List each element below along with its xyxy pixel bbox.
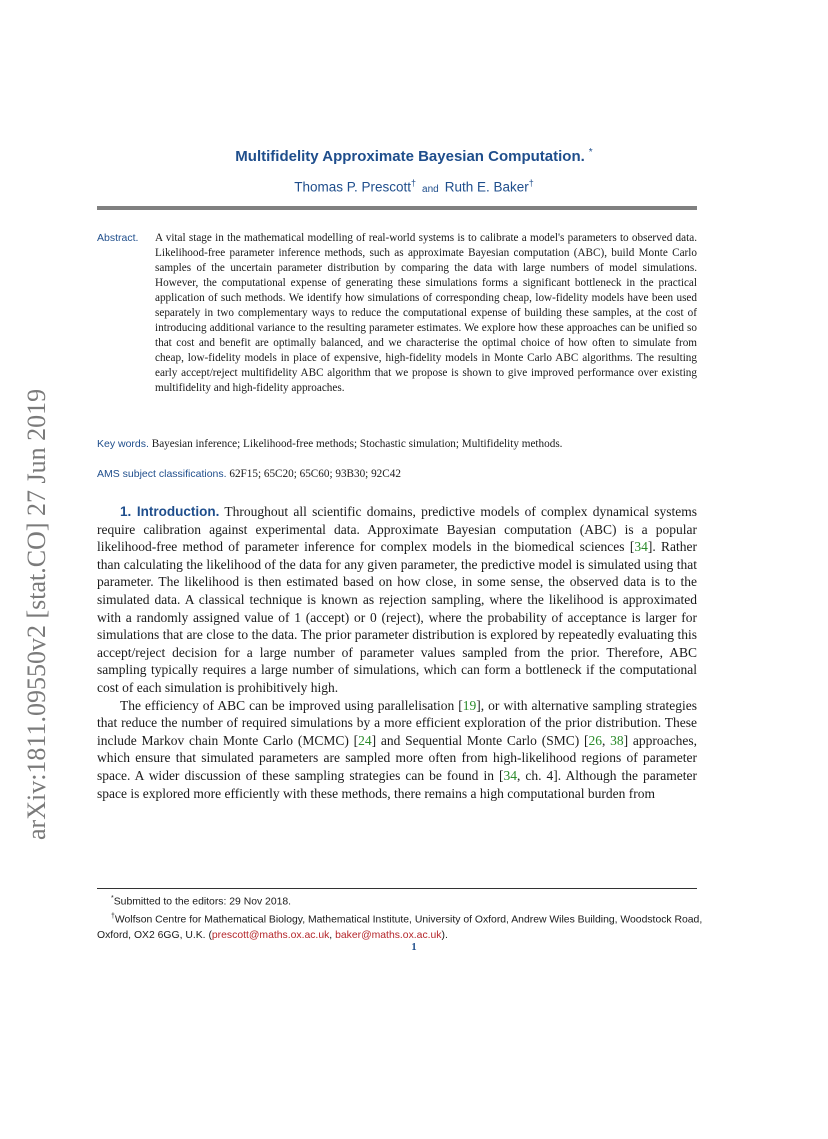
title-rule xyxy=(97,206,697,210)
title-text: Multifidelity Approximate Bayesian Computation. xyxy=(235,148,585,165)
ams-classifications xyxy=(97,468,697,480)
ams-text: 62F15; 65C20; 65C60; 93B30; 92C42 xyxy=(229,468,401,480)
footnote-1: *Submitted to the editors: 29 Nov 2018. xyxy=(111,895,292,908)
email-link-baker[interactable]: baker@maths.ox.ac.uk xyxy=(335,929,442,941)
footnotes xyxy=(97,891,707,943)
abstract-label: Abstract. xyxy=(97,232,139,244)
citation-link[interactable]: 19 xyxy=(462,697,477,713)
abstract-text: A vital stage in the mathematical modelling of real-world systems is to calibrate a model's parameters to observed data. Likelihood-free parameter inference methods, such as approximate Bayesian computation (ABC), build Monte Carlo samples of the uncertain parameter distribution by comparing the data with large numbers of model simulations. However, the computational expense of generating these simulations forms a significant bottleneck in the practical application of such methods. We identify how simulations of corresponding cheap, low-fidelity models have been used separately in two complementary ways to reduce the computational expense of building these samples, at the cost of introducing additional variance to the resulting parameter estimates. We explore how these approaches can be unified so that cost and benefit are optimally balanced, and we characterise the optimal choice of how often to simulate from cheap, low-fidelity models in place of expensive, high-fidelity models in Monte Carlo ABC algorithms. The resulting early accept/reject multifidelity ABC algorithm that we propose is shown to give improved performance over existing multifidelity and high-fidelity approaches. xyxy=(155,232,697,394)
ams-label: AMS subject classifications. xyxy=(97,468,227,480)
author-2: Ruth E. Baker xyxy=(444,179,529,195)
page-number: 1 xyxy=(411,942,417,953)
footnote-2: †Wolfson Centre for Mathematical Biology, Mathematical Institute, University of Oxford, Andrew Wiles Building, Woodstock Road, Oxford, OX2 6GG, U.K. (prescott@maths.ox.ac.uk, baker@maths.ox.ac.uk). xyxy=(97,913,703,941)
title-footnote-mark[interactable]: * xyxy=(588,147,593,158)
citation-link[interactable]: 24 xyxy=(358,732,372,748)
author-line xyxy=(0,178,828,195)
author-2-mark[interactable]: † xyxy=(528,178,534,188)
abstract xyxy=(97,231,697,395)
introduction-section xyxy=(97,503,697,802)
section-heading: 1. Introduction. xyxy=(120,504,220,519)
arxiv-stamp: arXiv:1811.09550v2 [stat.CO] 27 Jun 2019 xyxy=(22,388,51,840)
citation-link[interactable]: 34 xyxy=(503,767,517,783)
citation-link[interactable]: 26 xyxy=(588,732,602,748)
citation-link[interactable]: 34 xyxy=(634,539,648,555)
keywords xyxy=(97,438,697,450)
intro-paragraph-1: 1. Introduction. Throughout all scientific domains, predictive models of complex dynamical systems require calibration against experimental data. Approximate Bayesian computation (ABC) is a popular likelihood-free method of parameter inference for complex models in the biomedical sciences [34]. Rather than calculating the likelihood of the data for any given parameter, the predictive model is simulated using that parameter. The likelihood is then estimated based on how close, in some sense, the observed data is to the simulated data. A classical technique is known as rejection sampling, where the likelihood is approximated with a randomly assigned value of 1 (accept) or 0 (reject), where the probability of acceptance is larger for simulations that are close to the data. The prior parameter distribution is explored by repeatedly evaluating this accept/reject decision for a large number of parameter values sampled from the prior. Therefore, ABC sampling typically requires a large number of simulations, which can form a bottleneck if the computational cost of each simulation is prohibitively high. xyxy=(97,504,697,695)
author-1: Thomas P. Prescott xyxy=(294,179,412,195)
citation-link[interactable]: 38 xyxy=(610,732,624,748)
keywords-label: Key words. xyxy=(97,438,149,450)
footnote-rule xyxy=(97,888,697,889)
author-1-mark[interactable]: † xyxy=(411,178,417,188)
intro-paragraph-2: The efficiency of ABC can be improved using parallelisation [19], or with alternative sampling strategies that reduce the number of required simulations by a more efficient exploration of the prior distribution. These include Markov chain Monte Carlo (MCMC) [24] and Sequential Monte Carlo (SMC) [26, 38] approaches, which ensure that simulated parameters are sampled more often from high-likelihood regions of parameter space. A wider discussion of these sampling strategies can be found in [34, ch. 4]. Although the parameter space is explored more efficiently with these methods, there remains a high computational burden from xyxy=(97,697,698,801)
keywords-text: Bayesian inference; Likelihood-free methods; Stochastic simulation; Multifidelity methods. xyxy=(151,438,563,450)
paper-title xyxy=(0,147,828,165)
email-link-prescott[interactable]: prescott@maths.ox.ac.uk xyxy=(211,929,330,941)
author-conjunction: and xyxy=(422,183,439,195)
